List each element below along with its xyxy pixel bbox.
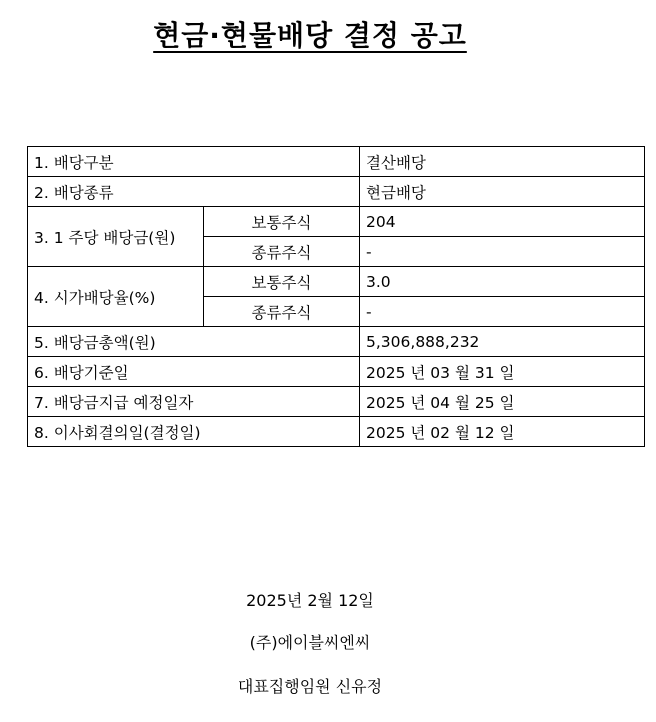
row-value: 2025 년 02 월 12 일 [360,417,645,447]
row-label: 3. 1 주당 배당금(원) [28,207,204,267]
row-value: 2025 년 04 월 25 일 [360,387,645,417]
row-label: 5. 배당금총액(원) [28,327,360,357]
row-value: 2025 년 03 월 31 일 [360,357,645,387]
announcement-date: 2025년 2월 12일 [246,591,374,610]
table-row [28,357,645,387]
table-row [28,417,645,447]
row-value: - [360,297,645,327]
row-value: - [360,237,645,267]
table-row [28,267,645,297]
row-label: 6. 배당기준일 [28,357,360,387]
table-row [28,387,645,417]
row-label: 8. 이사회결의일(결정일) [28,417,360,447]
row-value: 현금배당 [360,177,645,207]
table-row [28,327,645,357]
document-title [0,14,620,54]
row-label: 7. 배당금지급 예정일자 [28,387,360,417]
dividend-table [27,146,645,447]
row-label: 4. 시가배당율(%) [28,267,204,327]
row-value: 결산배당 [360,147,645,177]
title-text: 현금·현물배당 결정 공고 [153,19,467,52]
share-type-preferred: 종류주식 [204,237,360,267]
share-type-common: 보통주식 [204,267,360,297]
row-value: 3.0 [360,267,645,297]
row-label: 2. 배당종류 [28,177,360,207]
row-label: 1. 배당구분 [28,147,360,177]
table-row [28,207,645,237]
row-value: 5,306,888,232 [360,327,645,357]
table-row [28,147,645,177]
row-value: 204 [360,207,645,237]
table-row [28,177,645,207]
company-name: (주)에이블씨엔씨 [249,633,371,652]
share-type-common: 보통주식 [204,207,360,237]
representative-name: 대표집행임원 신유정 [237,677,383,696]
share-type-preferred: 종류주식 [204,297,360,327]
